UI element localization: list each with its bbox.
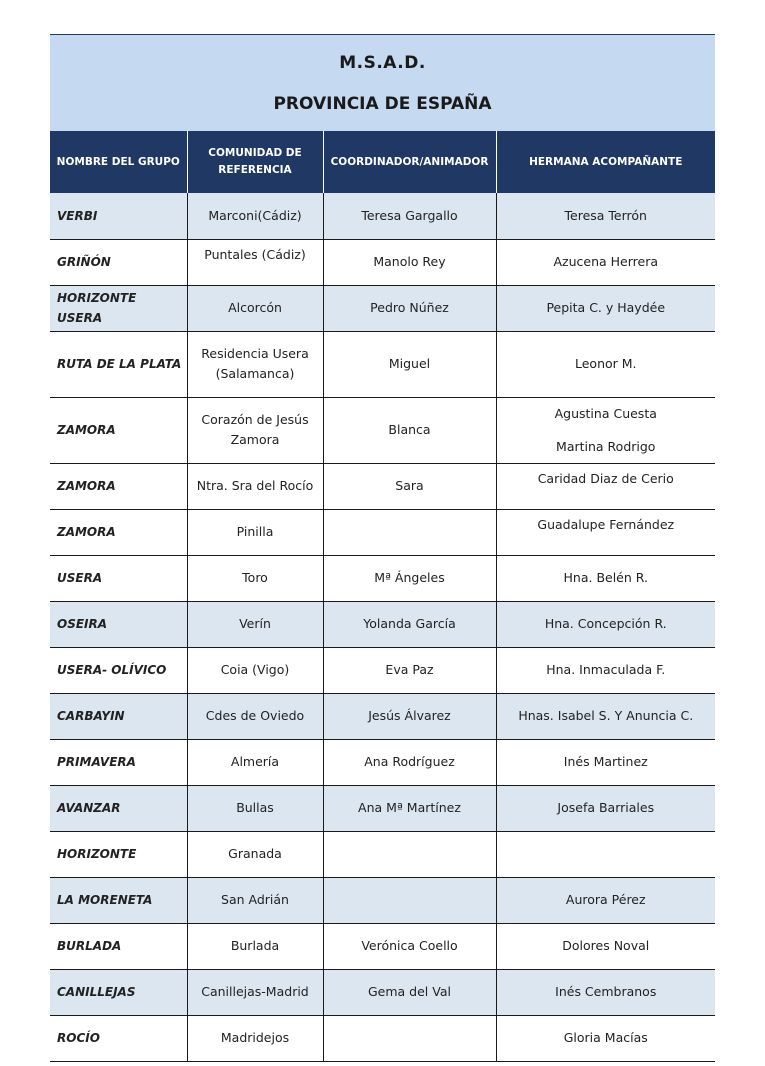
cell-coordinator-text: Teresa Gargallo (361, 207, 458, 223)
cell-community (187, 239, 323, 285)
cell-community-text: Pinilla (236, 524, 274, 539)
cell-sister-text: Dolores Noval (562, 938, 650, 953)
cell-community (187, 601, 323, 647)
cell-group (50, 331, 187, 397)
table-row (50, 601, 715, 647)
cell-sister-text: Pepita C. y Haydée (546, 300, 666, 315)
cell-community-text: Ntra. Sra del Rocío (196, 478, 314, 493)
cell-community-text: Toro (242, 570, 268, 585)
cell-sister (496, 193, 715, 239)
cell-sister-text: Gloria Macías (563, 1030, 648, 1045)
cell-coordinator (323, 239, 496, 285)
cell-coordinator (323, 601, 496, 647)
cell-group (50, 739, 187, 785)
cell-sister (496, 785, 715, 831)
cell-sister (496, 239, 715, 285)
cell-community-text: Madridejos (220, 1030, 290, 1045)
cell-sister (496, 509, 715, 555)
cell-sister (496, 331, 715, 397)
table-row (50, 647, 715, 693)
cell-group (50, 397, 187, 463)
table-row (50, 555, 715, 601)
cell-group (50, 693, 187, 739)
cell-coordinator (323, 969, 496, 1015)
table-row (50, 739, 715, 785)
table-row (50, 193, 715, 239)
cell-community (187, 193, 323, 239)
title-abbreviation: M.S.A.D. (339, 53, 426, 73)
cell-community-text: Marconi(Cádiz) (208, 207, 302, 223)
cell-community (187, 509, 323, 555)
cell-community (187, 463, 323, 509)
cell-sister-text: Teresa Terrón (564, 207, 647, 223)
cell-sister (496, 285, 715, 331)
cell-group-text: CARBAYIN (57, 709, 125, 723)
cell-community-text: San Adrián (221, 892, 289, 907)
cell-coordinator (323, 285, 496, 331)
cell-group (50, 193, 187, 239)
cell-community-text: Burlada (230, 938, 280, 953)
cell-coordinator (323, 923, 496, 969)
cell-community-text: Granada (228, 846, 282, 861)
cell-coordinator (323, 463, 496, 509)
cell-sister-text: Guadalupe Fernández (537, 516, 675, 532)
cell-sister-text: Hnas. Isabel S. Y Anuncia C. (518, 708, 694, 723)
cell-sister (496, 877, 715, 923)
header-coordinator: COORDINADOR/ANIMADOR (323, 131, 496, 193)
table-row (50, 509, 715, 555)
cell-coordinator-text: Blanca (388, 422, 431, 437)
cell-community (187, 647, 323, 693)
cell-group-text: ZAMORA (57, 479, 116, 493)
cell-sister-text: Caridad Diaz de Cerio (537, 470, 674, 486)
cell-community-text: Coia (Vigo) (220, 662, 290, 677)
cell-sister-text: Leonor M. (574, 356, 637, 371)
cell-group-text: ZAMORA (57, 525, 116, 539)
cell-group-text: OSEIRA (57, 617, 108, 631)
cell-sister-text: Inés Martinez (563, 754, 648, 769)
cell-sister-text: Inés Cembranos (555, 984, 657, 999)
cell-group (50, 1015, 187, 1061)
table-row (50, 331, 715, 397)
cell-group (50, 831, 187, 877)
header-sister: HERMANA ACOMPAÑANTE (496, 131, 715, 193)
cell-coordinator (323, 397, 496, 463)
cell-community (187, 923, 323, 969)
cell-coordinator-text: Eva Paz (385, 662, 434, 677)
table-row (50, 1015, 715, 1061)
cell-community (187, 331, 323, 397)
cell-coordinator-text: Verónica Coello (361, 938, 458, 953)
title-block (50, 34, 715, 131)
cell-coordinator-text: Manolo Rey (373, 254, 446, 269)
cell-group-text: CANILLEJAS (57, 985, 136, 999)
table-row (50, 693, 715, 739)
cell-group (50, 555, 187, 601)
cell-coordinator (323, 193, 496, 239)
cell-coordinator (323, 1015, 496, 1061)
cell-coordinator (323, 739, 496, 785)
cell-coordinator-text: Pedro Núñez (370, 300, 449, 315)
cell-group (50, 601, 187, 647)
cell-coordinator (323, 555, 496, 601)
table-row (50, 285, 715, 331)
cell-coordinator (323, 877, 496, 923)
cell-coordinator (323, 509, 496, 555)
cell-coordinator (323, 647, 496, 693)
cell-group-text: PRIMAVERA (57, 755, 136, 769)
cell-group (50, 785, 187, 831)
cell-sister-text: Hna. Belén R. (563, 570, 648, 585)
cell-coordinator-text: Miguel (388, 356, 431, 371)
cell-sister-text: Aurora Pérez (565, 892, 646, 907)
cell-community-text: Residencia Usera (Salamanca) (201, 346, 309, 381)
cell-sister (496, 647, 715, 693)
title-province: PROVINCIA DE ESPAÑA (273, 94, 492, 114)
cell-sister (496, 555, 715, 601)
cell-group-text: VERBI (57, 208, 98, 223)
cell-group-text: ZAMORA (57, 423, 116, 437)
groups-table (50, 131, 715, 1062)
cell-group-text: USERA- OLÍVICO (57, 663, 167, 677)
cell-community (187, 555, 323, 601)
cell-coordinator (323, 831, 496, 877)
cell-coordinator-text: Yolanda García (363, 616, 456, 631)
cell-group-text: USERA (57, 571, 103, 585)
table-row (50, 923, 715, 969)
cell-sister-text: Agustina Cuesta (554, 405, 657, 421)
cell-community (187, 1015, 323, 1061)
cell-community-text: Bullas (236, 800, 274, 815)
table-body (50, 193, 715, 1061)
cell-group-text: GRIÑÓN (57, 255, 111, 269)
cell-group (50, 239, 187, 285)
header-group: NOMBRE DEL GRUPO (50, 131, 187, 193)
cell-community (187, 877, 323, 923)
cell-coordinator (323, 785, 496, 831)
cell-sister (496, 693, 715, 739)
table-row (50, 969, 715, 1015)
cell-coordinator (323, 331, 496, 397)
cell-group-text: AVANZAR (57, 801, 121, 815)
cell-community (187, 285, 323, 331)
cell-coordinator-text: Jesús Álvarez (368, 708, 451, 723)
cell-sister (496, 923, 715, 969)
cell-sister (496, 463, 715, 509)
cell-group (50, 463, 187, 509)
cell-coordinator-text: Ana Rodríguez (364, 754, 455, 769)
cell-group (50, 509, 187, 555)
cell-community (187, 397, 323, 463)
cell-sister (496, 1015, 715, 1061)
cell-community-text: Corazón de Jesús Zamora (201, 412, 309, 447)
cell-community (187, 831, 323, 877)
cell-coordinator-text: Mª Ángeles (374, 570, 445, 585)
cell-community-text: Puntales (Cádiz) (204, 246, 306, 262)
cell-community-text: Cdes de Oviedo (205, 708, 305, 723)
cell-community (187, 693, 323, 739)
table-row (50, 239, 715, 285)
cell-group-text: HORIZONTE USERA (57, 291, 137, 325)
table-row (50, 877, 715, 923)
cell-community (187, 969, 323, 1015)
cell-sister (496, 969, 715, 1015)
table-row (50, 397, 715, 463)
cell-group-text: RUTA DE LA PLATA (57, 357, 182, 371)
cell-community-text: Canillejas-Madrid (201, 984, 309, 999)
cell-group-text: LA MORENETA (57, 893, 153, 907)
header-community: COMUNIDAD DE REFERENCIA (187, 131, 323, 193)
table-row (50, 785, 715, 831)
cell-coordinator-text: Gema del Val (368, 984, 451, 999)
cell-sister-text: Hna. Inmaculada F. (546, 662, 666, 677)
cell-coordinator-text: Sara (395, 478, 424, 493)
cell-sister (496, 397, 715, 463)
cell-sister-text: Azucena Herrera (553, 254, 659, 269)
cell-sister-text: Josefa Barriales (557, 800, 655, 815)
table-row (50, 463, 715, 509)
cell-group (50, 969, 187, 1015)
cell-community (187, 785, 323, 831)
cell-sister (496, 601, 715, 647)
cell-community (187, 739, 323, 785)
cell-community-text: Almería (230, 754, 280, 769)
cell-group-text: BURLADA (57, 939, 122, 953)
cell-community-text: Alcorcón (228, 300, 282, 315)
cell-sister-second-text: Martina Rodrigo (556, 438, 656, 454)
cell-group-text: ROCÍO (57, 1031, 100, 1045)
cell-group (50, 923, 187, 969)
cell-group (50, 647, 187, 693)
cell-group-text: HORIZONTE (57, 847, 137, 861)
document-sheet (50, 34, 715, 1062)
table-row (50, 831, 715, 877)
header-row (50, 131, 715, 193)
cell-coordinator (323, 693, 496, 739)
cell-group (50, 877, 187, 923)
cell-coordinator-text: Ana Mª Martínez (358, 800, 461, 815)
cell-sister (496, 831, 715, 877)
cell-sister-text: Hna. Concepción R. (544, 616, 667, 631)
cell-sister (496, 739, 715, 785)
cell-group (50, 285, 187, 331)
cell-community-text: Verín (239, 616, 271, 631)
